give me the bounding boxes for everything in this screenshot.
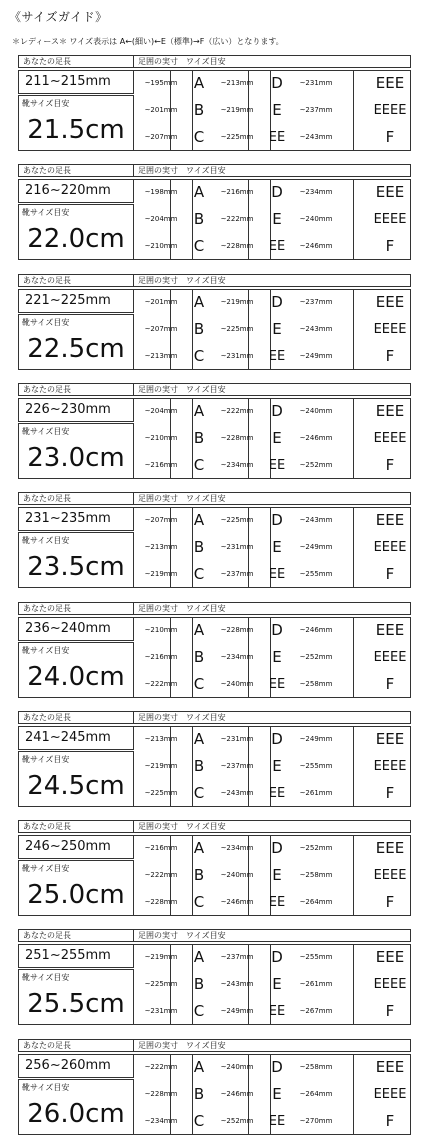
girth-value: ~219mm	[144, 570, 178, 579]
width-letter: EEEE	[373, 649, 407, 665]
shoe-size-label: 靴サイズ目安	[22, 645, 70, 655]
foot-length-header: あなたの足長	[18, 820, 134, 833]
width-letter: EE	[268, 1113, 286, 1129]
girth-value: ~207mm	[144, 133, 178, 141]
width-letter: EEE	[375, 183, 405, 202]
width-letter: F	[385, 674, 395, 693]
girth-value: ~231mm	[220, 543, 254, 552]
girth-value: ~216mm	[144, 844, 178, 853]
girth-width-header	[134, 492, 411, 505]
width-header-label: ワイズ目安	[186, 822, 226, 832]
girth-header-label: 足囲の実寸	[138, 712, 178, 722]
girth-value: ~231mm	[220, 734, 254, 743]
girth-value: ~213mm	[144, 543, 178, 552]
girth-value: ~225mm	[220, 516, 254, 525]
foot-length-range: 216~220mm	[18, 179, 134, 203]
width-header-label: ワイズ目安	[186, 603, 226, 613]
girth-header-label: 足囲の実寸	[138, 166, 178, 176]
width-letter: A	[193, 183, 205, 202]
width-letter: B	[193, 319, 205, 338]
width-letter: E	[272, 756, 282, 775]
girth-width-header	[134, 929, 411, 942]
width-letter: F	[385, 237, 395, 256]
page-title: 《サイズガイド》	[9, 10, 108, 24]
foot-length-range: 211~215mm	[18, 70, 134, 94]
width-letter: D	[271, 839, 283, 858]
girth-value: ~231mm	[144, 1007, 178, 1016]
width-letter: D	[271, 948, 283, 967]
size-block	[18, 492, 411, 588]
girth-value: ~249mm	[220, 1007, 254, 1016]
girth-value: ~258mm	[299, 1062, 333, 1071]
size-block	[18, 55, 411, 151]
width-letter: D	[271, 74, 283, 92]
girth-width-header	[134, 602, 411, 615]
foot-length-range: 236~240mm	[18, 617, 134, 641]
girth-value: ~237mm	[220, 953, 254, 962]
width-letter: C	[193, 565, 205, 584]
width-letter: C	[193, 783, 205, 802]
shoe-size-label: 靴サイズ目安	[22, 99, 70, 108]
girth-value: ~255mm	[299, 761, 333, 770]
width-letter: F	[385, 783, 395, 802]
size-block	[18, 274, 411, 370]
width-letter: D	[271, 620, 283, 639]
girth-value: ~222mm	[220, 215, 254, 224]
girth-value: ~210mm	[144, 242, 178, 251]
girth-value: ~222mm	[144, 679, 178, 688]
width-letter: F	[385, 346, 395, 365]
girth-value: ~216mm	[144, 460, 178, 469]
shoe-size-value: 24.5cm	[27, 770, 125, 801]
width-letter: D	[271, 292, 283, 311]
girth-value: ~219mm	[144, 953, 178, 962]
girth-value: ~270mm	[299, 1116, 333, 1125]
girth-value: ~252mm	[299, 460, 333, 469]
girth-value: ~246mm	[220, 898, 254, 907]
girth-value: ~213mm	[144, 351, 178, 360]
girth-value: ~240mm	[299, 215, 333, 224]
girth-header-label: 足囲の実寸	[138, 603, 178, 613]
width-letter: E	[272, 1084, 282, 1103]
girth-header-label: 足囲の実寸	[138, 275, 178, 285]
width-letter: EE	[268, 785, 286, 801]
width-letter: E	[272, 866, 282, 885]
width-note: ＊レディース＊ ワイズ表示は A←(細い)←E（標準)→F（広い）となります。	[12, 37, 284, 46]
girth-value: ~228mm	[144, 898, 178, 907]
girth-header-label: 足囲の実寸	[138, 931, 178, 941]
girth-value: ~243mm	[299, 133, 333, 141]
girth-value: ~249mm	[299, 543, 333, 552]
width-header-label: ワイズ目安	[186, 494, 226, 504]
foot-length-header: あなたの足長	[18, 492, 134, 505]
girth-value: ~225mm	[220, 324, 254, 333]
girth-value: ~243mm	[220, 980, 254, 989]
width-letter: B	[193, 756, 205, 775]
width-letter: EEE	[375, 401, 405, 420]
width-letter: E	[272, 319, 282, 338]
width-header-label: ワイズ目安	[186, 384, 226, 394]
width-letter: E	[272, 428, 282, 447]
width-letter: E	[272, 538, 282, 557]
girth-value: ~237mm	[220, 761, 254, 770]
girth-value: ~216mm	[144, 652, 178, 661]
foot-length-range: 226~230mm	[18, 398, 134, 422]
shoe-size-value: 25.5cm	[27, 989, 125, 1020]
girth-value: ~264mm	[299, 898, 333, 907]
foot-length-range: 231~235mm	[18, 507, 134, 531]
girth-value: ~249mm	[299, 734, 333, 743]
width-letter: EEE	[375, 292, 405, 311]
shoe-size-value: 22.0cm	[27, 224, 125, 255]
width-letter: EEE	[375, 948, 405, 967]
girth-width-header	[134, 55, 411, 68]
width-letter: EEE	[375, 1057, 405, 1076]
width-letter: B	[193, 1084, 205, 1103]
width-letter: A	[193, 401, 205, 420]
girth-value: ~204mm	[144, 406, 178, 415]
girth-value: ~210mm	[144, 433, 178, 442]
width-letter: EEEE	[373, 1086, 407, 1102]
girth-value: ~258mm	[299, 679, 333, 688]
shoe-size-label: 靴サイズ目安	[22, 754, 70, 764]
width-letter: F	[385, 1111, 395, 1130]
foot-length-range: 246~250mm	[18, 835, 134, 859]
girth-value: ~234mm	[220, 844, 254, 853]
girth-value: ~219mm	[220, 106, 254, 114]
foot-length-header: あなたの足長	[18, 1039, 134, 1052]
width-letter: EEEE	[373, 868, 407, 884]
shoe-size-value: 24.0cm	[27, 661, 125, 692]
shoe-size-value: 23.5cm	[27, 552, 125, 583]
girth-value: ~264mm	[299, 1089, 333, 1098]
width-letter: A	[193, 1057, 205, 1076]
width-letter: E	[272, 101, 282, 119]
girth-value: ~255mm	[299, 953, 333, 962]
girth-value: ~237mm	[299, 106, 333, 114]
width-letter: F	[385, 893, 395, 912]
width-letter: D	[271, 401, 283, 420]
shoe-size-label: 靴サイズ目安	[22, 536, 70, 546]
width-letter: B	[193, 866, 205, 885]
width-letter: E	[272, 975, 282, 994]
width-letter: EE	[268, 239, 286, 255]
shoe-size-label: 靴サイズ目安	[22, 973, 70, 983]
width-letter: F	[385, 455, 395, 474]
size-block	[18, 820, 411, 916]
girth-header-label: 足囲の実寸	[138, 822, 178, 832]
girth-value: ~213mm	[220, 79, 254, 87]
foot-length-header: あなたの足長	[18, 929, 134, 942]
girth-value: ~243mm	[299, 324, 333, 333]
girth-value: ~231mm	[299, 79, 333, 87]
girth-value: ~231mm	[220, 351, 254, 360]
girth-value: ~246mm	[299, 242, 333, 251]
grid-divider	[353, 289, 354, 370]
foot-length-header: あなたの足長	[18, 274, 134, 287]
girth-value: ~237mm	[299, 297, 333, 306]
foot-length-header: あなたの足長	[18, 602, 134, 615]
girth-value: ~219mm	[220, 297, 254, 306]
girth-value: ~234mm	[144, 1116, 178, 1125]
girth-header-label: 足囲の実寸	[138, 494, 178, 504]
width-letter: EE	[268, 348, 286, 364]
grid-divider	[353, 617, 354, 698]
width-letter: EE	[268, 1004, 286, 1020]
width-letter: A	[193, 74, 205, 92]
width-letter: F	[385, 565, 395, 584]
width-letter: B	[193, 975, 205, 994]
width-letter: EEE	[375, 729, 405, 748]
width-letter: A	[193, 729, 205, 748]
width-letter: EEEE	[373, 430, 407, 446]
foot-length-range: 241~245mm	[18, 726, 134, 750]
girth-value: ~204mm	[144, 215, 178, 224]
width-letter: C	[193, 455, 205, 474]
width-letter: C	[193, 128, 205, 146]
shoe-size-label: 靴サイズ目安	[22, 1082, 70, 1092]
width-letter: B	[193, 101, 205, 119]
width-letter: EEE	[375, 74, 405, 92]
width-header-label: ワイズ目安	[186, 1040, 226, 1050]
grid-divider	[353, 944, 354, 1025]
width-letter: C	[193, 893, 205, 912]
girth-value: ~222mm	[144, 1062, 178, 1071]
girth-value: ~240mm	[220, 871, 254, 880]
width-letter: A	[193, 292, 205, 311]
shoe-size-value: 21.5cm	[27, 115, 125, 145]
width-letter: A	[193, 620, 205, 639]
girth-value: ~228mm	[220, 625, 254, 634]
width-letter: E	[272, 210, 282, 229]
width-letter: C	[193, 1002, 205, 1021]
girth-value: ~261mm	[299, 980, 333, 989]
girth-value: ~246mm	[220, 1089, 254, 1098]
girth-value: ~228mm	[144, 1089, 178, 1098]
shoe-size-label: 靴サイズ目安	[22, 317, 70, 327]
girth-value: ~267mm	[299, 1007, 333, 1016]
shoe-size-label: 靴サイズ目安	[22, 208, 70, 218]
grid-divider	[353, 835, 354, 916]
width-header-label: ワイズ目安	[186, 931, 226, 941]
shoe-size-value: 22.5cm	[27, 333, 125, 364]
width-letter: EEEE	[373, 212, 407, 228]
grid-divider	[353, 1054, 354, 1135]
girth-header-label: 足囲の実寸	[138, 1040, 178, 1050]
size-block	[18, 602, 411, 698]
foot-length-header: あなたの足長	[18, 383, 134, 396]
width-letter: EE	[268, 130, 286, 145]
girth-value: ~228mm	[220, 433, 254, 442]
girth-value: ~240mm	[299, 406, 333, 415]
girth-width-header	[134, 274, 411, 287]
width-letter: EEEE	[373, 540, 407, 556]
girth-value: ~198mm	[144, 188, 178, 197]
girth-value: ~255mm	[299, 570, 333, 579]
shoe-size-value: 26.0cm	[27, 1098, 125, 1129]
width-letter: D	[271, 729, 283, 748]
foot-length-header: あなたの足長	[18, 55, 134, 68]
width-letter: EE	[268, 895, 286, 911]
width-letter: B	[193, 428, 205, 447]
width-letter: C	[193, 346, 205, 365]
shoe-size-value: 25.0cm	[27, 880, 125, 911]
width-letter: EEEE	[373, 103, 407, 118]
girth-value: ~249mm	[299, 351, 333, 360]
girth-value: ~210mm	[144, 625, 178, 634]
girth-value: ~243mm	[299, 516, 333, 525]
width-letter: EEEE	[373, 321, 407, 337]
girth-value: ~222mm	[220, 406, 254, 415]
girth-value: ~216mm	[220, 188, 254, 197]
girth-value: ~240mm	[220, 679, 254, 688]
girth-value: ~252mm	[299, 844, 333, 853]
girth-width-header	[134, 1039, 411, 1052]
shoe-size-label: 靴サイズ目安	[22, 864, 70, 874]
size-block	[18, 1039, 411, 1135]
foot-length-range: 256~260mm	[18, 1054, 134, 1078]
shoe-size-label: 靴サイズ目安	[22, 426, 70, 436]
width-letter: B	[193, 647, 205, 666]
width-letter: A	[193, 948, 205, 967]
girth-value: ~234mm	[299, 188, 333, 197]
width-letter: EEEE	[373, 977, 407, 993]
girth-value: ~201mm	[144, 297, 178, 306]
girth-value: ~234mm	[220, 652, 254, 661]
girth-value: ~219mm	[144, 761, 178, 770]
width-header-label: ワイズ目安	[186, 712, 226, 722]
foot-length-header: あなたの足長	[18, 164, 134, 177]
foot-length-header: あなたの足長	[18, 711, 134, 724]
grid-divider	[353, 398, 354, 479]
girth-value: ~207mm	[144, 516, 178, 525]
girth-value: ~207mm	[144, 324, 178, 333]
girth-width-header	[134, 383, 411, 396]
shoe-size-value: 23.0cm	[27, 442, 125, 473]
width-letter: EEE	[375, 839, 405, 858]
grid-divider	[353, 70, 354, 151]
girth-width-header	[134, 820, 411, 833]
girth-value: ~261mm	[299, 788, 333, 797]
width-letter: F	[385, 128, 395, 146]
width-letter: B	[193, 210, 205, 229]
width-letter: EEEE	[373, 758, 407, 774]
width-letter: D	[271, 511, 283, 530]
girth-value: ~252mm	[299, 652, 333, 661]
foot-length-range: 221~225mm	[18, 289, 134, 313]
width-letter: EE	[268, 676, 286, 692]
girth-value: ~258mm	[299, 871, 333, 880]
girth-value: ~213mm	[144, 734, 178, 743]
foot-length-range: 251~255mm	[18, 944, 134, 968]
width-letter: EEE	[375, 620, 405, 639]
girth-value: ~246mm	[299, 625, 333, 634]
width-letter: C	[193, 1111, 205, 1130]
width-letter: A	[193, 839, 205, 858]
girth-value: ~228mm	[220, 242, 254, 251]
girth-header-label: 足囲の実寸	[138, 57, 178, 66]
girth-value: ~225mm	[144, 788, 178, 797]
girth-value: ~225mm	[144, 980, 178, 989]
width-letter: EE	[268, 567, 286, 583]
width-header-label: ワイズ目安	[186, 275, 226, 285]
size-block	[18, 164, 411, 260]
grid-divider	[353, 507, 354, 588]
width-letter: F	[385, 1002, 395, 1021]
girth-value: ~201mm	[144, 106, 178, 114]
girth-width-header	[134, 711, 411, 724]
width-letter: EEE	[375, 511, 405, 530]
girth-value: ~240mm	[220, 1062, 254, 1071]
size-block	[18, 383, 411, 479]
width-letter: A	[193, 511, 205, 530]
girth-width-header	[134, 164, 411, 177]
size-block	[18, 929, 411, 1025]
width-letter: B	[193, 538, 205, 557]
girth-value: ~237mm	[220, 570, 254, 579]
width-letter: EE	[268, 457, 286, 473]
girth-value: ~252mm	[220, 1116, 254, 1125]
girth-value: ~246mm	[299, 433, 333, 442]
girth-value: ~243mm	[220, 788, 254, 797]
girth-value: ~222mm	[144, 871, 178, 880]
grid-divider	[353, 726, 354, 807]
width-header-label: ワイズ目安	[186, 57, 226, 66]
width-letter: D	[271, 1057, 283, 1076]
girth-header-label: 足囲の実寸	[138, 384, 178, 394]
width-header-label: ワイズ目安	[186, 166, 226, 176]
girth-value: ~225mm	[220, 133, 254, 141]
grid-divider	[353, 179, 354, 260]
girth-value: ~234mm	[220, 460, 254, 469]
width-letter: C	[193, 674, 205, 693]
width-letter: D	[271, 183, 283, 202]
size-block	[18, 711, 411, 807]
width-letter: E	[272, 647, 282, 666]
width-letter: C	[193, 237, 205, 256]
girth-value: ~195mm	[144, 79, 178, 87]
